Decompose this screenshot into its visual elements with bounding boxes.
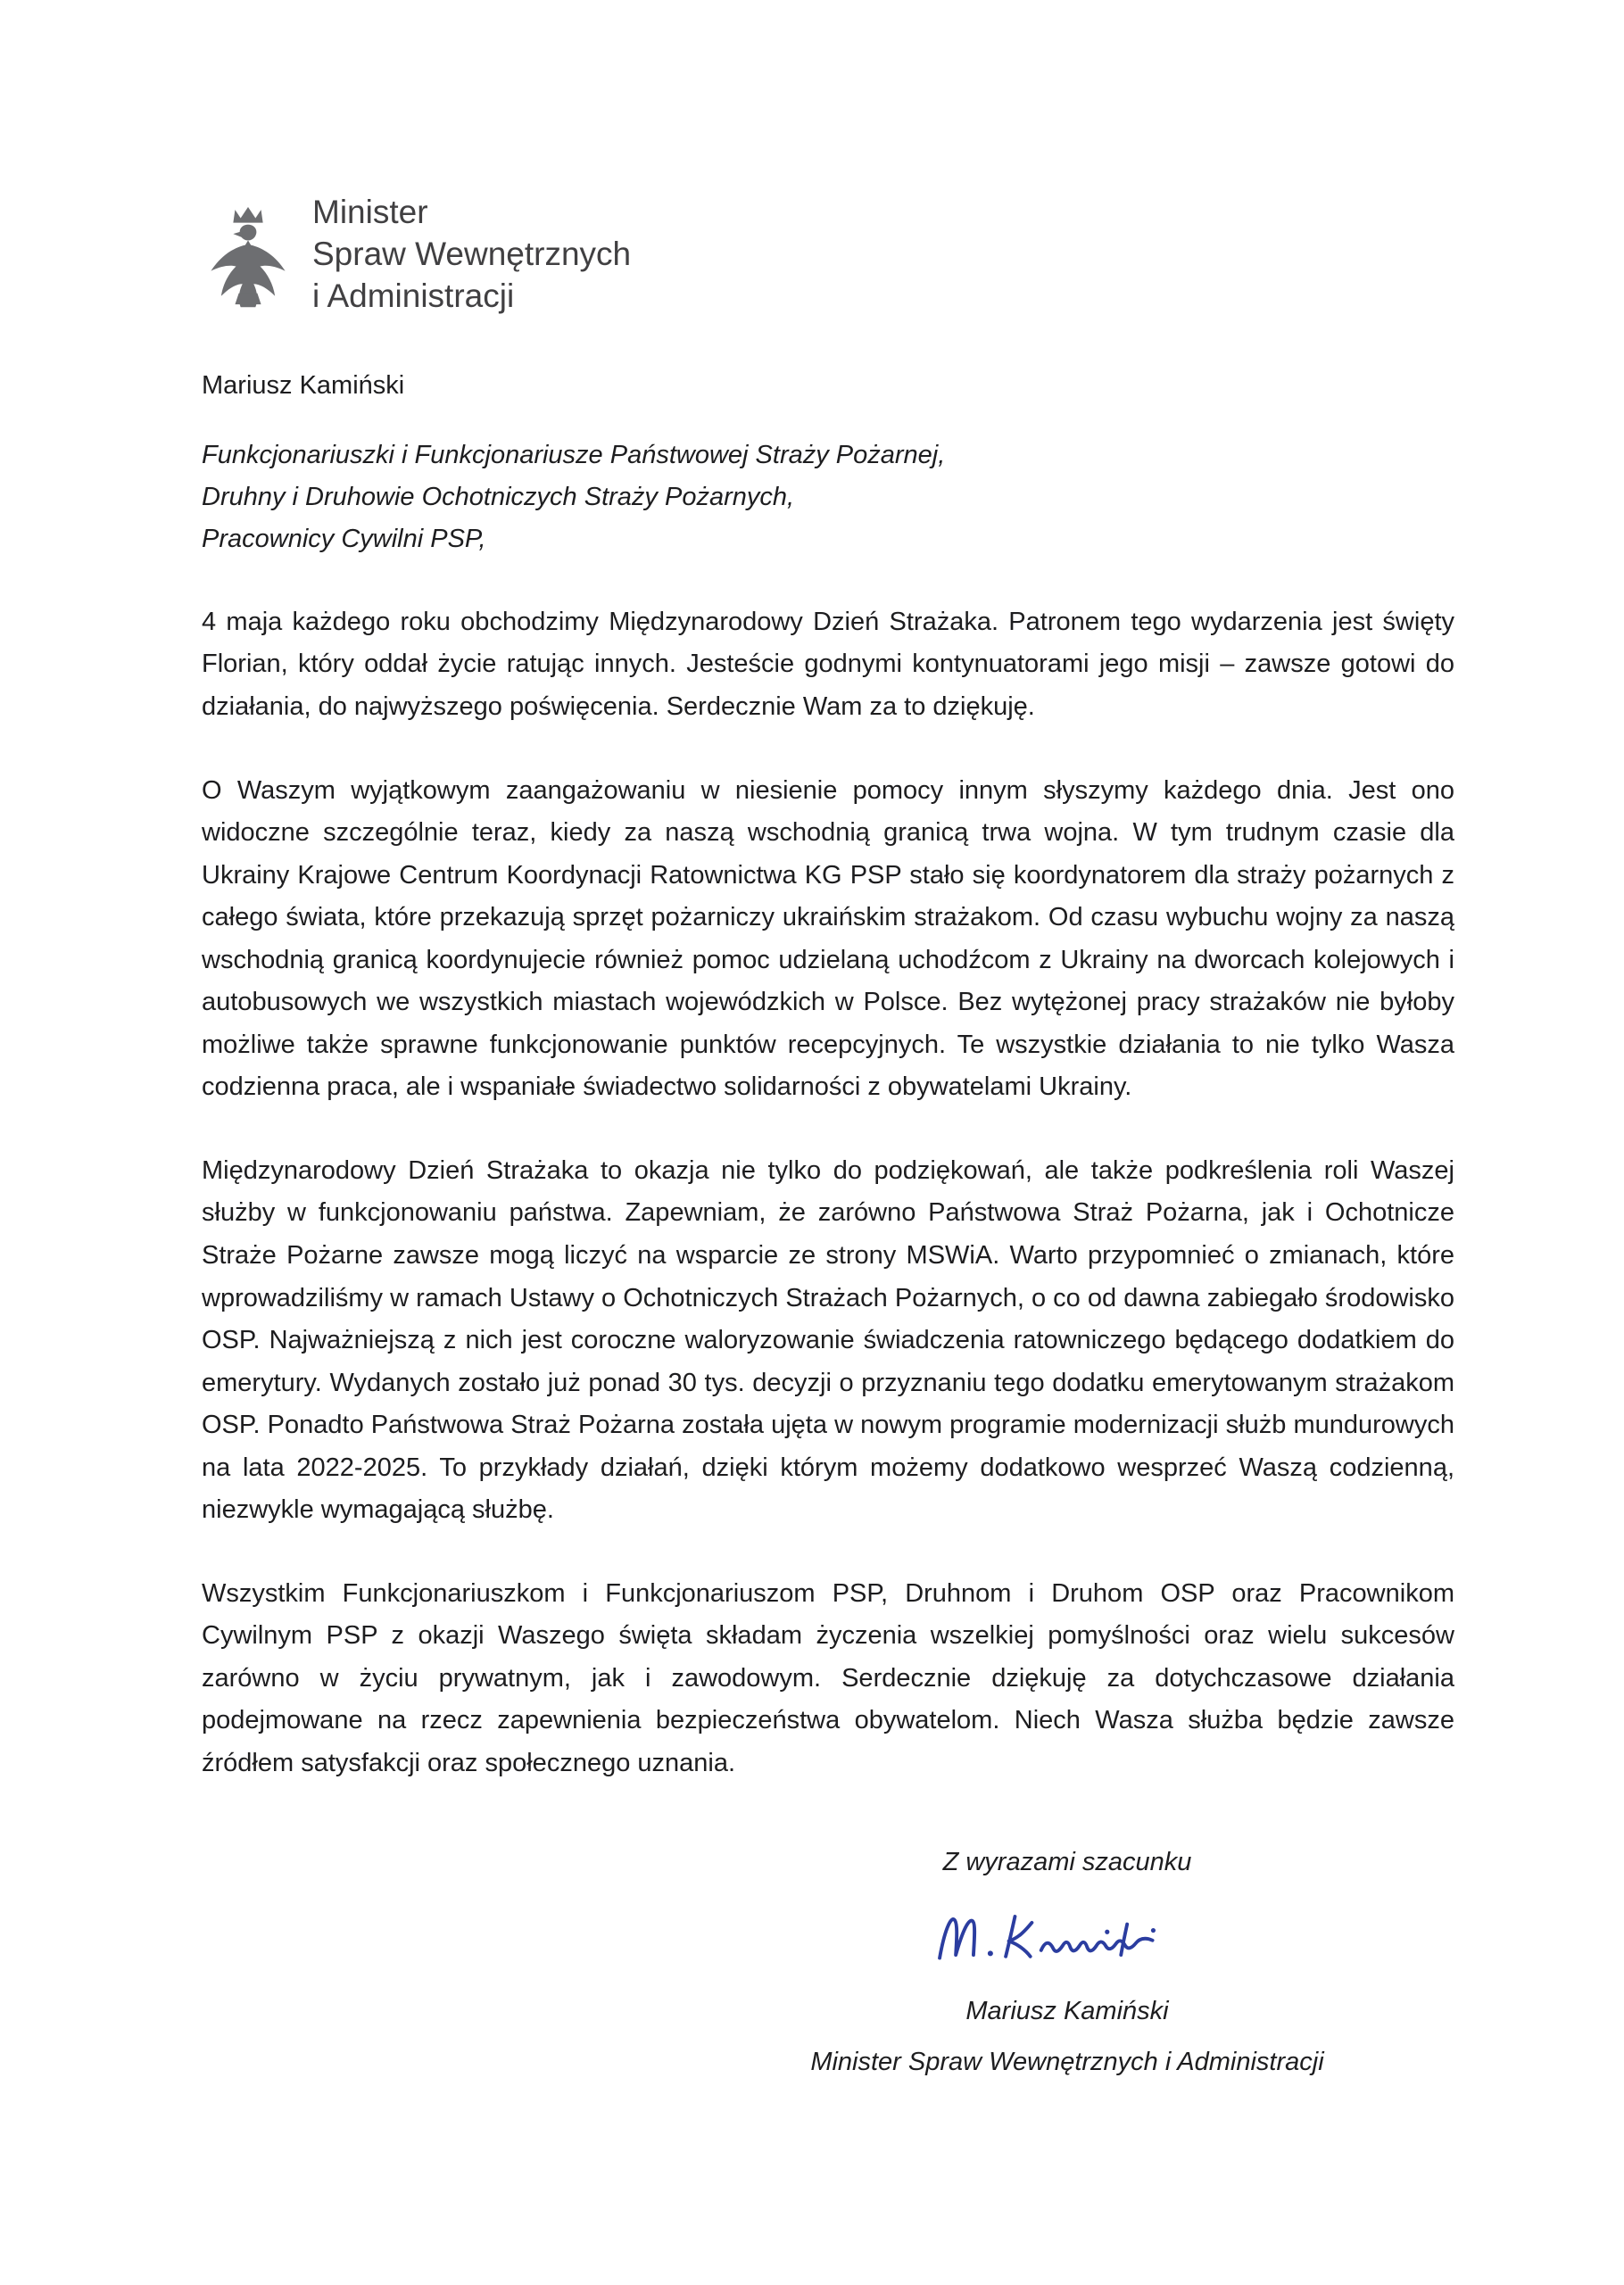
- letterhead-line-2: Spraw Wewnętrznych: [312, 235, 632, 272]
- letterhead: [202, 192, 1454, 318]
- body-paragraph-3: Międzynarodowy Dzień Strażaka to okazja nie tylko do podziękowań, ale także podkreślenia roli Waszej służby w funkcjonowaniu państwa. Zapewniam, że zarówno Państwowa Straż Pożarna, jak i Ochotnicze Straże Pożarne zawsze mogą liczyć na wsparcie ze strony MSWiA. Warto przypomnieć o zmianach, które wprowadziliśmy w ramach Ustawy o Ochotniczych Strażach Pożarnych, o co od dawna zabiegało środowisko OSP. Najważniejszą z nich jest coroczne waloryzowanie świadczenia ratowniczego będącego dodatkiem do emerytury. Wydanych zostało już ponad 30 tys. decyzji o przyznaniu tego dodatku emerytowanym strażakom OSP. Ponadto Państwowa Straż Pożarna została ujęta w nowym programie modernizacji służb mundurowych na lata 2022-2025. To przykłady działań, dzięki którym możemy dodatkowo wesprzeć Waszą codzienną, niezwykle wymagającą służbę.: [202, 1155, 1454, 1525]
- signatory-name: Mariusz Kamiński: [965, 1996, 1169, 2025]
- salutation: [202, 435, 1454, 560]
- body-paragraph-1: 4 maja każdego roku obchodzimy Międzynarodowy Dzień Strażaka. Patronem tego wydarzenia jest święty Florian, który oddał życie ratując innych. Jesteście godnymi kontynuatorami jego misji – zawsze gotowi do działania, do najwyższego poświęcenia. Serdecznie Wam za to dziękuję.: [202, 607, 1454, 721]
- body-paragraph-2: O Waszym wyjątkowym zaangażowaniu w niesienie pomocy innym słyszymy każdego dnia. Jest ono widoczne szczególnie teraz, kiedy za naszą wschodnią granicą trwa wojna. W tym trudnym czasie dla Ukrainy Krajowe Centrum Koordynacji Ratownictwa KG PSP stało się koordynatorem dla straży pożarnych z całego świata, które przekazują sprzęt pożarniczy ukraińskim strażakom. Od czasu wybuchu wojny za naszą wschodnią granicą koordynujecie również pomoc udzielaną uchodźcom z Ukrainy na dworcach kolejowych i autobusowych we wszystkich miastach wojewódzkich w Polsce. Bez wytężonej pracy strażaków nie byłoby możliwe także sprawne funkcjonowanie punktów recepcyjnych. Te wszystkie działania to nie tylko Wasza codzienna praca, ale i wspaniałe świadectwo solidarności z obywatelami Ukrainy.: [202, 775, 1454, 1102]
- letterhead-line-3: i Administracji: [312, 277, 515, 314]
- salutation-line-3: Pracownicy Cywilni PSP,: [202, 524, 486, 553]
- salutation-line-1: Funkcjonariuszki i Funkcjonariusze Państwowej Straży Pożarnej,: [202, 440, 946, 469]
- salutation-line-2: Druhny i Druhowie Ochotniczych Straży Pożarnych,: [202, 482, 795, 511]
- body-paragraph-4: Wszystkim Funkcjonariuszkom i Funkcjonariuszom PSP, Druhnom i Druhom OSP oraz Pracownikom Cywilnym PSP z okazji Waszego święta składam życzenia wszelkiej pomyślności oraz wielu sukcesów zarówno w życiu prywatnym, jak i zawodowym. Serdecznie dziękuję za dotychczasowe działania podejmowane na rzecz zapewnienia bezpieczeństwa obywatelom. Niech Wasza służba będzie zawsze źródłem satysfakcji oraz społecznego uznania.: [202, 1578, 1454, 1777]
- handwritten-signature-image: [782, 1900, 1353, 1977]
- letterhead-text: [312, 192, 631, 318]
- valediction: Z wyrazami szacunku: [942, 1847, 1192, 1876]
- signatory-title: Minister Spraw Wewnętrznych i Administracji: [810, 2047, 1324, 2076]
- coat-of-arms-eagle-icon: [202, 200, 294, 309]
- letterhead-line-1: Minister: [312, 194, 428, 230]
- closing-block: [782, 1848, 1353, 2077]
- sender-name: Mariusz Kamiński: [202, 370, 405, 400]
